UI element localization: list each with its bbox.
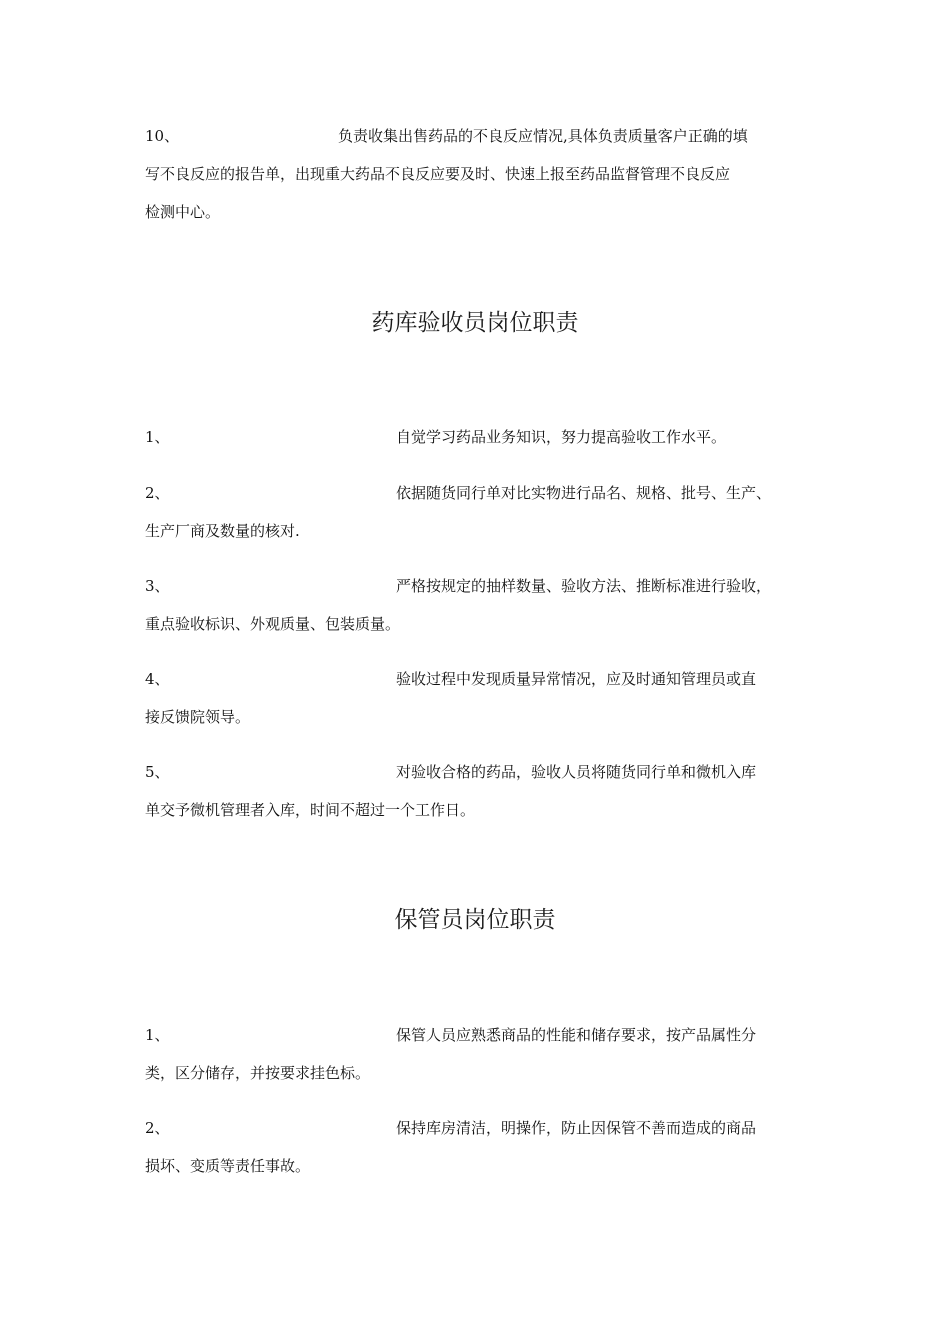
item-number: 2、 bbox=[145, 1119, 170, 1137]
item-text-line: 严格按规定的抽样数量、验收方法、推断标准进行验收， bbox=[396, 577, 772, 595]
item-text-line: 负责收集出售药品的不良反应情况,具体负责质量客户正确的填 bbox=[338, 127, 748, 145]
list-item bbox=[145, 660, 810, 736]
list-item bbox=[145, 474, 810, 550]
list-item bbox=[145, 1016, 810, 1092]
item-text-line: 对验收合格的药品，验收人员将随货同行单和微机入库 bbox=[396, 763, 757, 781]
item-text-line: 检测中心。 bbox=[145, 203, 221, 221]
section-title: 保管员岗位职责 bbox=[394, 907, 556, 933]
item-text-line: 类，区分储存，并按要求挂色标。 bbox=[145, 1064, 371, 1082]
list-item bbox=[145, 1109, 810, 1185]
item-number: 1、 bbox=[145, 1026, 170, 1044]
item-text-line: 依据随货同行单对比实物进行品名、规格、批号、生产、 bbox=[396, 484, 772, 502]
item-number: 3、 bbox=[145, 577, 170, 595]
item-text-line: 自觉学习药品业务知识，努力提高验收工作水平。 bbox=[396, 428, 727, 446]
item-text-line: 验收过程中发现质量异常情况，应及时通知管理员或直 bbox=[396, 670, 757, 688]
item-number: 1、 bbox=[145, 428, 170, 446]
item-number: 4、 bbox=[145, 670, 170, 688]
list-item bbox=[145, 117, 810, 231]
item-text-line: 接反馈院领导。 bbox=[145, 708, 251, 726]
item-number: 5、 bbox=[145, 763, 170, 781]
list-item bbox=[145, 418, 810, 456]
item-number: 10、 bbox=[145, 127, 180, 145]
list-item bbox=[145, 567, 810, 643]
item-text-line: 生产厂商及数量的核对. bbox=[145, 522, 300, 540]
section-title: 药库验收员岗位职责 bbox=[371, 310, 579, 336]
item-text-line: 保持库房清洁，明操作，防止因保管不善而造成的商品 bbox=[396, 1119, 757, 1137]
item-text-line: 保管人员应熟悉商品的性能和储存要求，按产品属性分 bbox=[396, 1026, 757, 1044]
item-text-line: 写不良反应的报告单，出现重大药品不良反应要及时、快速上报至药品监督管理不良反应 bbox=[145, 165, 731, 183]
item-text-line: 损坏、变质等责任事故。 bbox=[145, 1157, 311, 1175]
item-number: 2、 bbox=[145, 484, 170, 502]
item-text-line: 重点验收标识、外观质量、包装质量。 bbox=[145, 615, 401, 633]
list-item bbox=[145, 753, 810, 829]
item-text-line: 单交予微机管理者入库，时间不超过一个工作日。 bbox=[145, 801, 476, 819]
